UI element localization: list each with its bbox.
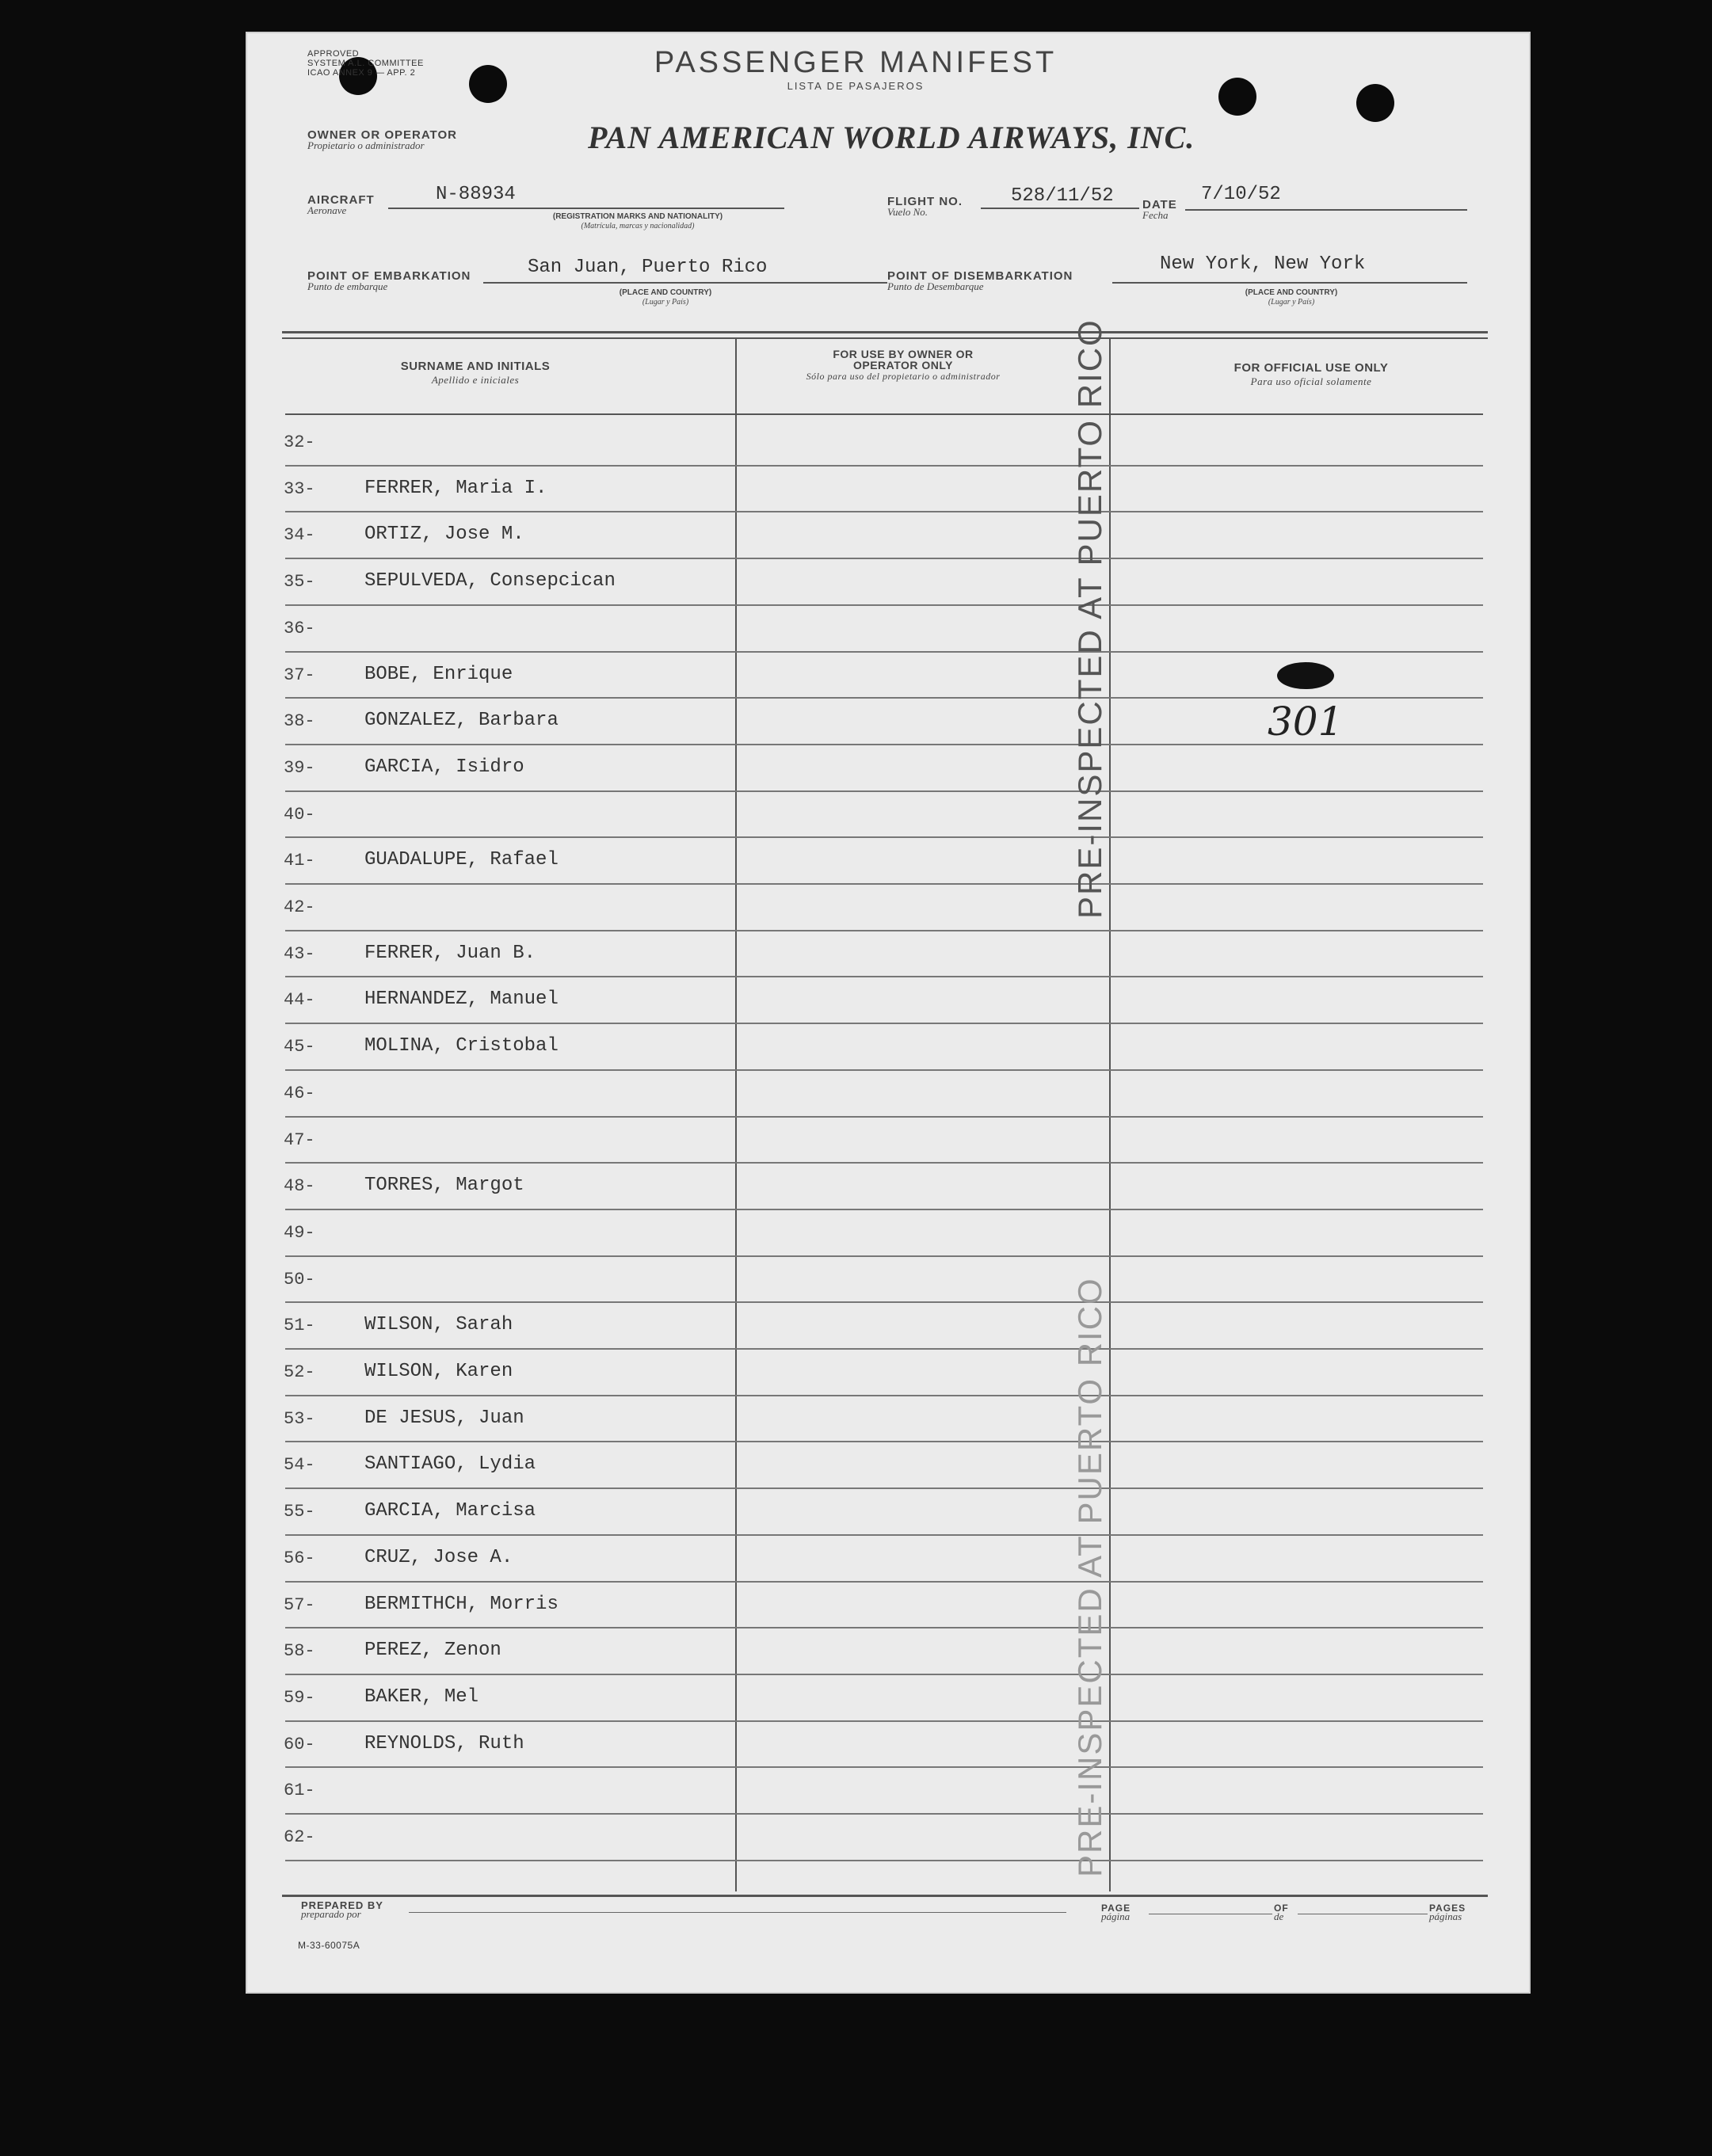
form-title: PASSENGER MANIFEST [654,46,1058,79]
row-divider [285,1674,1483,1675]
passenger-name: PEREZ, Zenon [364,1640,501,1662]
passenger-name: GONZALEZ, Barbara [364,710,559,732]
passenger-name: GARCIA, Marcisa [364,1500,536,1522]
row-number: 54- [284,1455,315,1476]
col-header-owner-use: FOR USE BY OWNER OR OPERATOR ONLY Sólo para uso del propietario o administrador [806,348,1001,382]
row-divider [285,1766,1483,1768]
row-number: 49- [284,1222,315,1243]
row-divider [285,1162,1483,1164]
row-number: 56- [284,1548,315,1568]
embark-value: San Juan, Puerto Rico [528,257,768,278]
row-divider [285,1395,1483,1396]
passenger-name: GUADALUPE, Rafael [364,849,559,871]
passenger-name: WILSON, Sarah [364,1314,513,1336]
row-number: 38- [284,711,315,732]
pre-inspected-stamp-upper: PRE-INSPECTED AT PUERTO RICO [1071,318,1108,919]
owner-value: PAN AMERICAN WORLD AIRWAYS, INC. [588,120,1195,155]
row-divider [285,1301,1483,1303]
passenger-name: REYNOLDS, Ruth [364,1732,524,1754]
row-divider [285,1720,1483,1722]
passenger-name: BAKER, Mel [364,1686,479,1708]
row-divider [285,651,1483,653]
punch-hole [1356,84,1394,122]
row-number: 35- [284,572,315,592]
disembark-label: POINT OF DISEMBARKATION Punto de Desembarque [887,269,1073,292]
row-divider [285,1534,1483,1536]
flight-value: 528/11/52 [1011,185,1114,207]
row-divider [285,511,1483,512]
row-divider [285,465,1483,467]
passenger-name: BOBE, Enrique [364,663,513,685]
punch-hole [1218,78,1256,116]
passenger-name: CRUZ, Jose A. [364,1546,513,1568]
row-divider [285,1255,1483,1257]
row-divider [285,1627,1483,1628]
row-number: 45- [284,1037,315,1057]
row-number: 37- [284,665,315,685]
row-divider [285,883,1483,885]
form-title-es: LISTA DE PASAJEROS [787,80,925,92]
row-divider [285,1441,1483,1442]
row-divider [285,1487,1483,1489]
col-header-name: SURNAME AND INITIALS Apellido e iniciales [400,360,551,386]
passenger-name: GARCIA, Isidro [364,756,524,778]
row-number: 48- [284,1176,315,1197]
passenger-name: TORRES, Margot [364,1175,524,1197]
passenger-name: FERRER, Juan B. [364,942,536,964]
row-number: 34- [284,525,315,546]
row-divider [285,1581,1483,1583]
row-number: 42- [284,897,315,917]
punch-hole [469,65,507,103]
passenger-name: WILSON, Karen [364,1361,513,1382]
passenger-name: SANTIAGO, Lydia [364,1453,536,1476]
row-number: 53- [284,1408,315,1429]
passenger-name: ORTIZ, Jose M. [364,524,524,546]
of-label: OF de [1274,1903,1289,1922]
disembark-hint: (PLACE AND COUNTRY) (Lugar y País) [1245,288,1338,307]
row-divider [285,976,1483,977]
aircraft-hint: (REGISTRATION MARKS AND NATIONALITY) (Matrícula, marcas y nacionalidad) [552,212,723,230]
passenger-name: HERNANDEZ, Manuel [364,988,559,1011]
row-divider [285,1813,1483,1815]
row-number: 60- [284,1734,315,1754]
row-divider [285,1209,1483,1210]
pre-inspected-stamp-lower: PRE-INSPECTED AT PUERTO RICO [1071,1277,1108,1877]
row-divider [285,1023,1483,1024]
row-number: 39- [284,757,315,778]
row-number: 47- [284,1129,315,1150]
row-number: 55- [284,1502,315,1522]
passenger-name: SEPULVEDA, Consepcican [364,570,616,592]
page-label: PAGE página [1101,1903,1131,1922]
form-number: M-33-60075A [298,1940,360,1951]
prepared-by-label: PREPARED BY preparado por [301,1899,383,1920]
row-divider [285,1116,1483,1118]
embark-label: POINT OF EMBARKATION Punto de embarque [307,269,471,292]
form-title-block [618,46,1093,92]
approval-note: APPROVED SYSTEM A.L. COMMITTEE ICAO ANNEX 9 — APP. 2 [307,49,424,78]
row-number: 36- [284,618,315,638]
row-divider [285,558,1483,559]
flight-label: FLIGHT NO. Vuelo No. [887,195,963,218]
col-header-official-use: FOR OFFICIAL USE ONLY Para uso oficial solamente [1233,361,1389,387]
row-number: 44- [284,990,315,1011]
row-number: 51- [284,1316,315,1336]
manifest-sheet [246,32,1531,1994]
row-divider [285,1069,1483,1071]
date-value: 7/10/52 [1201,184,1281,205]
row-divider [285,604,1483,606]
row-divider [285,836,1483,838]
row-number: 32- [284,432,315,452]
passenger-name: DE JESUS, Juan [364,1407,524,1429]
row-number: 59- [284,1687,315,1708]
row-number: 61- [284,1781,315,1801]
row-divider [285,1348,1483,1350]
row-number: 40- [284,804,315,825]
row-number: 43- [284,943,315,964]
row-number: 62- [284,1827,315,1847]
row-number: 50- [284,1269,315,1289]
date-label: DATE Fecha [1142,198,1177,221]
row-divider [285,790,1483,792]
pages-label: PAGES páginas [1429,1903,1466,1922]
passenger-name: FERRER, Maria I. [364,477,547,499]
passenger-name: MOLINA, Cristobal [364,1035,559,1057]
row-divider [285,930,1483,931]
row-divider [285,1860,1483,1861]
disembark-value: New York, New York [1160,253,1366,275]
row-number: 33- [284,478,315,499]
passenger-name: BERMITHCH, Morris [364,1593,559,1615]
row-number: 52- [284,1362,315,1382]
row-number: 58- [284,1641,315,1662]
ink-blot-strikeout [1277,662,1334,689]
aircraft-label: AIRCRAFT Aeronave [307,193,375,216]
row-number: 41- [284,851,315,871]
embark-hint: (PLACE AND COUNTRY) (Lugar y País) [619,288,712,307]
aircraft-value: N-88934 [436,184,516,205]
official-use-note: 301 [1268,699,1344,745]
row-number: 57- [284,1594,315,1615]
owner-label: OWNER OR OPERATOR Propietario o administrador [307,128,457,151]
row-number: 46- [284,1083,315,1103]
